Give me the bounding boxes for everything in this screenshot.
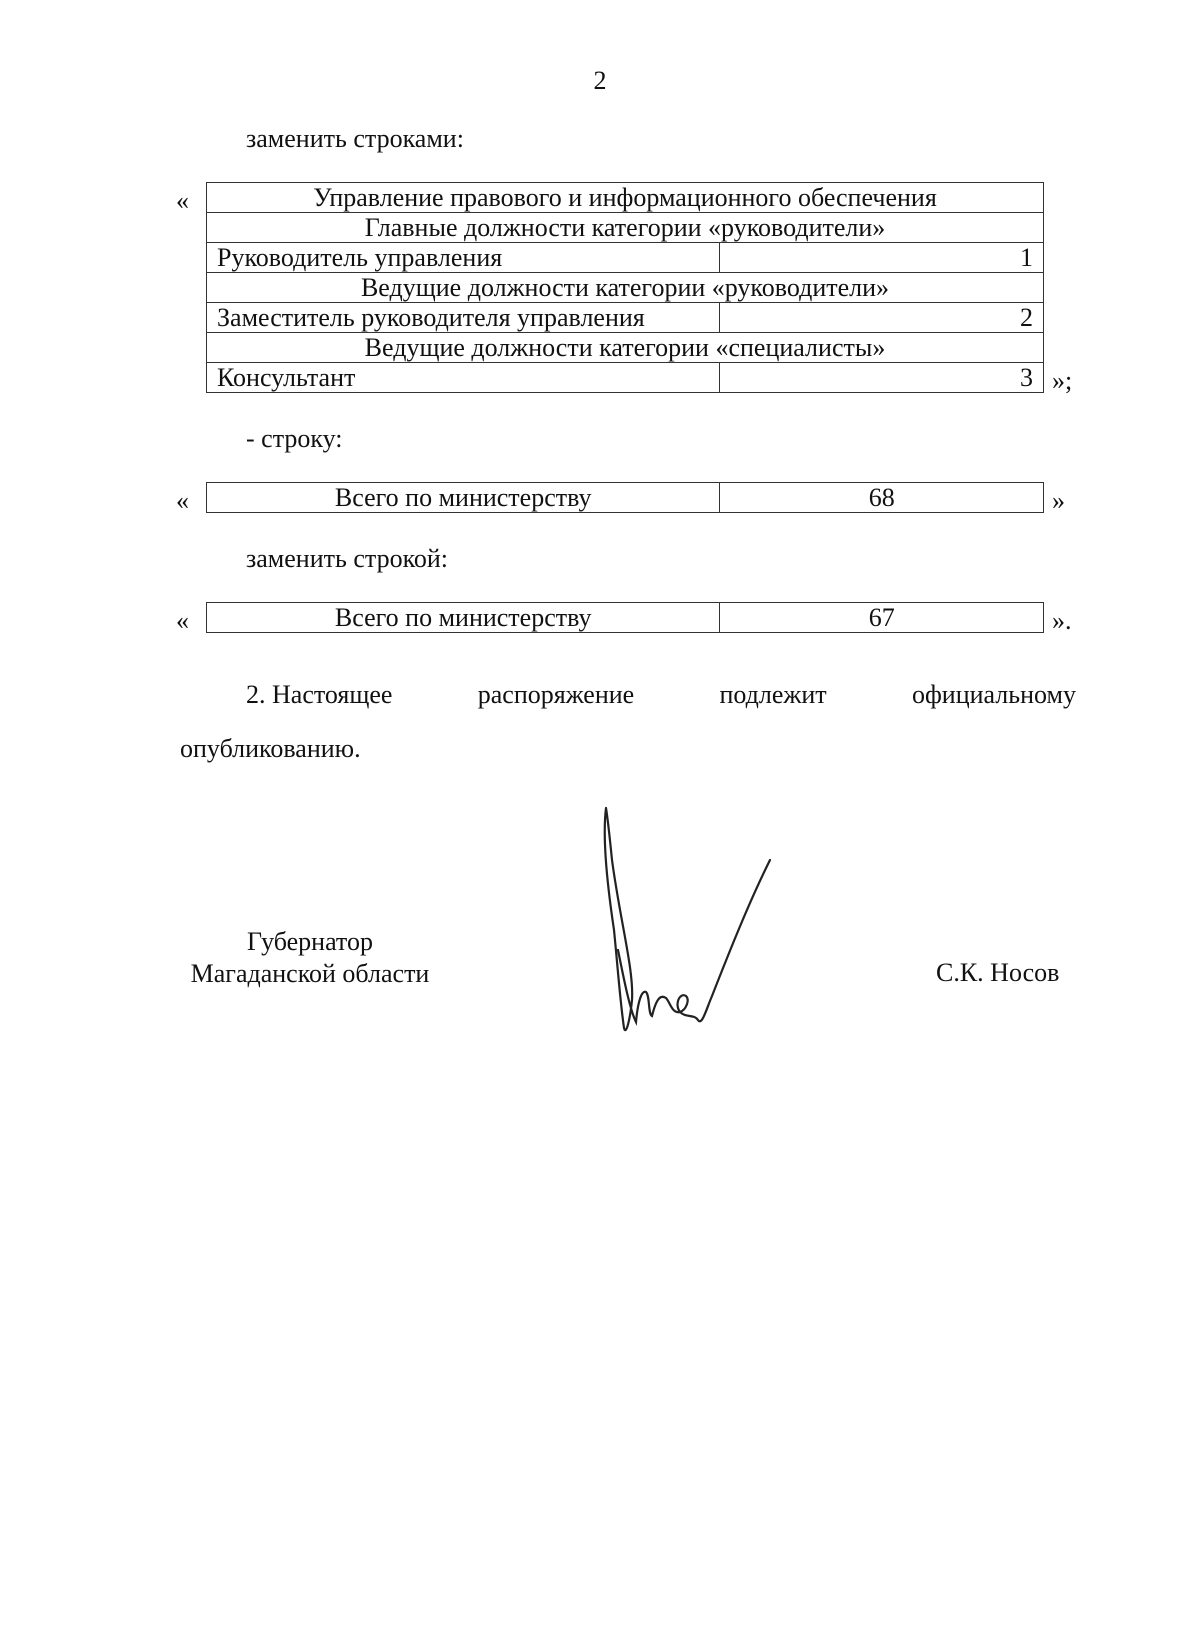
signatory-title-line-1: Губернатор bbox=[247, 927, 373, 956]
table-row bbox=[207, 483, 1044, 513]
department-heading: Управление правового и информационного обеспечения bbox=[207, 183, 1044, 213]
table-row bbox=[207, 213, 1044, 243]
table-row bbox=[207, 363, 1044, 393]
position-name: Заместитель руководителя управления bbox=[207, 303, 720, 333]
signatory-title bbox=[180, 926, 440, 990]
positions-table bbox=[206, 182, 1044, 393]
table-row bbox=[207, 273, 1044, 303]
position-count: 2 bbox=[720, 303, 1044, 333]
position-count: 3 bbox=[720, 363, 1044, 393]
table-row bbox=[207, 333, 1044, 363]
paragraph-word: 2. Настоящее bbox=[246, 680, 393, 709]
quote-open-3: « bbox=[176, 606, 189, 635]
table-row bbox=[207, 303, 1044, 333]
category-heading: Ведущие должности категории «специалисты» bbox=[207, 333, 1044, 363]
paragraph-2-line-1 bbox=[246, 680, 1076, 710]
paragraph-word: подлежит bbox=[719, 680, 827, 709]
quote-open-1: « bbox=[176, 186, 189, 215]
category-heading: Главные должности категории «руководители» bbox=[207, 213, 1044, 243]
position-name: Руководитель управления bbox=[207, 243, 720, 273]
new-total-table bbox=[206, 602, 1044, 633]
paragraph-2-line-2: опубликованию. bbox=[180, 734, 361, 763]
table-row bbox=[207, 183, 1044, 213]
table-row bbox=[207, 243, 1044, 273]
quote-close-3: ». bbox=[1052, 606, 1072, 635]
category-heading: Ведущие должности категории «руководители» bbox=[207, 273, 1044, 303]
signatory-name: С.К. Носов bbox=[936, 958, 1060, 987]
old-total-table bbox=[206, 482, 1044, 513]
quote-close-1: »; bbox=[1052, 366, 1073, 395]
total-label: Всего по министерству bbox=[207, 603, 720, 633]
signatory-title-line-2: Магаданской области bbox=[190, 959, 430, 988]
position-name: Консультант bbox=[207, 363, 720, 393]
paragraph-word: официальному bbox=[911, 680, 1076, 709]
replace-with-row-label: заменить строкой: bbox=[246, 544, 449, 573]
total-value: 67 bbox=[720, 603, 1044, 633]
table-row bbox=[207, 603, 1044, 633]
replace-with-rows-label: заменить строками: bbox=[246, 124, 464, 153]
handwritten-signature bbox=[590, 800, 810, 1040]
quote-open-2: « bbox=[176, 486, 189, 515]
position-count: 1 bbox=[720, 243, 1044, 273]
total-label: Всего по министерству bbox=[207, 483, 720, 513]
page-number: 2 bbox=[593, 66, 607, 95]
quote-close-2: » bbox=[1052, 486, 1065, 515]
paragraph-word: распоряжение bbox=[477, 680, 635, 709]
total-value: 68 bbox=[720, 483, 1044, 513]
row-label: - строку: bbox=[246, 424, 343, 453]
